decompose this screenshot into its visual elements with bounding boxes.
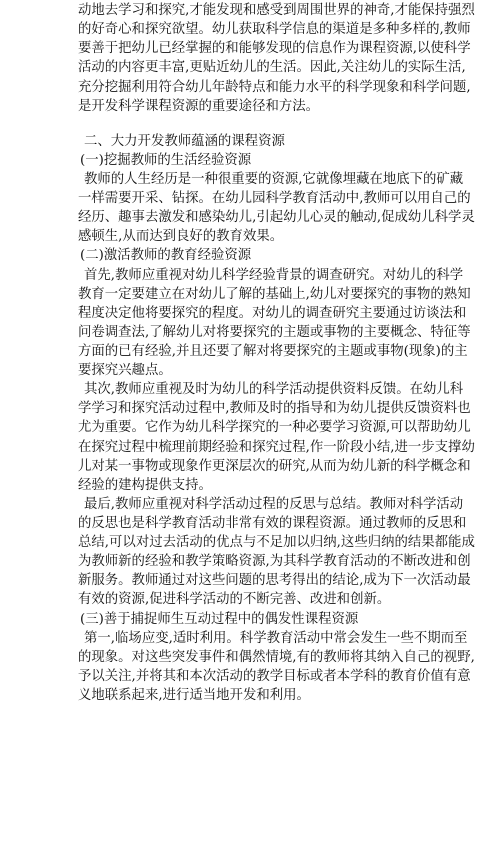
text-line: 新服务。教师通过对这些问题的思考得出的结论,成为下一次活动最	[78, 573, 471, 589]
text-line: 问卷调查法,了解幼儿对将要探究的主题或事物的主要概念、特征等	[78, 324, 471, 340]
text-line: 的反思也是科学教育活动非常有效的课程资源。通过教师的反思和	[78, 516, 467, 531]
text-line: 要探究兴趣点。	[78, 363, 172, 379]
text-line: 学学习和探究活动过程中,教师及时的指导和为幼儿提供反馈资料也	[78, 401, 471, 417]
text-line: 充分挖掘利用符合幼儿年龄特点和能力水平的科学现象和科学问题,	[78, 79, 471, 95]
text-line: 首先,教师应重视对幼儿科学经验背景的调查研究。对幼儿的科学	[84, 267, 464, 283]
text-line: 义地联系起来,进行适当地开发和利用。	[78, 688, 310, 703]
text-line: 在探究过程中梳理前期经验和探究过程,作一阶段小结,进一步支撑幼	[78, 439, 475, 455]
subsection-heading: (三)善于捕捉师生互动过程中的偶发性课程资源	[80, 611, 359, 627]
text-line: 经历、趣事去激发和感染幼儿,引起幼儿心灵的触动,促成幼儿科学灵	[78, 210, 475, 226]
text-line: 方面的已有经验,并且还要了解对将要探究的主题或事物(现象)的主	[78, 343, 468, 359]
text-line: 活动的内容更丰富,更贴近幼儿的生活。因此,关注幼儿的实际生活,	[78, 60, 466, 76]
text-line: 予以关注,并将其和本次活动的教学目标或者本学科的教育价值有意	[78, 668, 471, 684]
text-line: 的现象。对这些突发事件和偶然情境,有的教师将其纳入自己的视野,	[78, 649, 475, 665]
text-line: 总结,可以对过去活动的优点与不足加以归纳,这些归纳的结果都能成	[78, 535, 475, 551]
text-line: 动地去学习和探究,才能发现和感受到周围世界的神奇,才能保持强烈	[78, 3, 475, 18]
text-line: 的好奇心和探究欲望。幼儿获取科学信息的渠道是多种多样的,教师	[78, 22, 471, 38]
text-line: 其次,教师应重视及时为幼儿的科学活动提供资料反馈。在幼儿科	[84, 382, 464, 398]
text-line: 有效的资源,促进科学活动的不断完善、改进和创新。	[78, 592, 391, 608]
text-line: 儿对某一事物或现象作更深层次的研究,从而为幼儿新的科学概念和	[78, 458, 471, 474]
text-line: 教育一定要建立在对幼儿了解的基础上,幼儿对要探究的事物的熟知	[78, 286, 471, 302]
text-line: 是开发科学课程资源的重要途径和方法。	[78, 98, 320, 114]
subsection-heading: (一)挖掘教师的生活经验资源	[80, 152, 252, 168]
text-line: 经验的建构提供支持。	[78, 477, 212, 493]
text-line: 教师的人生经历是一种很重要的资源,它就像埋藏在地底下的矿藏	[84, 171, 464, 187]
text-line: 第一,临场应变,适时利用。科学教育活动中常会发生一些不期而至	[84, 630, 468, 646]
text-line: 最后,教师应重视对科学活动过程的反思与总结。教师对科学活动	[84, 496, 464, 512]
text-line: 程度决定他将要探究的程度。对幼儿的调查研究主要通过访谈法和	[78, 305, 467, 321]
text-line: 一样需要开采、钻探。在幼儿园科学教育活动中,教师可以用自己的	[78, 191, 471, 206]
text-line: 尤为重要。它作为幼儿科学探究的一种必要学习资源,可以帮助幼儿	[78, 420, 471, 436]
subsection-heading: (二)激活教师的教育经验资源	[80, 248, 252, 264]
text-line: 要善于把幼儿已经掌握的和能够发现的信息作为课程资源,以使科学	[78, 41, 471, 57]
text-line: 为教师新的经验和教学策略资源,为其科学教育活动的不断改进和创	[78, 554, 471, 570]
section-heading: 二、大力开发教师蕴涵的课程资源	[84, 133, 285, 149]
text-line: 感顿生,从而达到良好的教育效果。	[78, 229, 284, 245]
